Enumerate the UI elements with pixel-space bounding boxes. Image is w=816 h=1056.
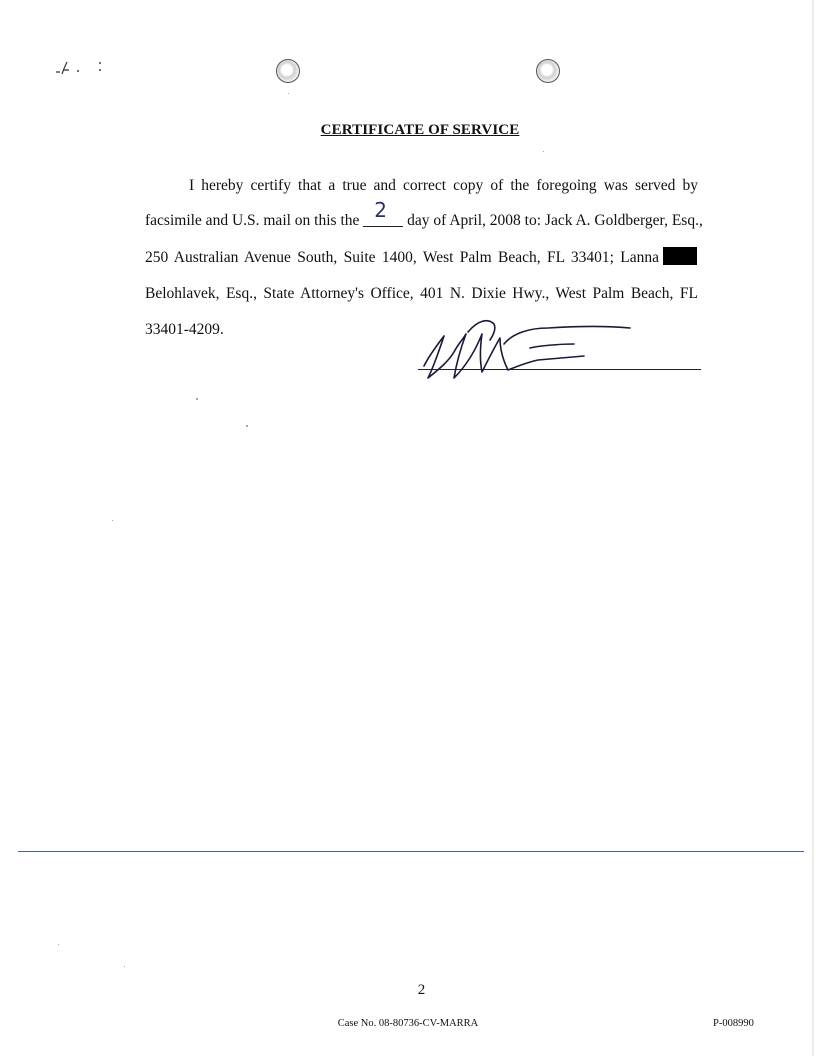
- scan-speck: [124, 966, 125, 967]
- punch-hole-left-icon: [276, 59, 300, 83]
- scan-speck: [58, 944, 59, 945]
- scan-speck: [288, 93, 289, 94]
- body-line-1: I hereby certify that a true and correct copy of the foregoing was served by: [189, 177, 698, 194]
- body-line-2-start: facsimile and U.S. mail on this the: [145, 212, 360, 229]
- body-line-2-end: day of April, 2008 to: Jack A. Goldberger, Esq.,: [407, 212, 703, 229]
- scan-mark: [54, 58, 106, 80]
- scan-speck: [246, 425, 248, 427]
- redaction-block: [663, 247, 697, 265]
- scan-speck: [112, 520, 113, 521]
- day-blank: [363, 198, 403, 227]
- page-number: 2: [417, 982, 426, 998]
- scan-speck: [196, 398, 198, 400]
- body-line-4: Belohlavek, Esq., State Attorney's Office, 401 N. Dixie Hwy., West Palm Beach, FL: [145, 285, 698, 302]
- certificate-title: CERTIFICATE OF SERVICE: [320, 122, 520, 138]
- bates-number: P-008990: [713, 1018, 754, 1029]
- body-line-2: [145, 198, 703, 231]
- handwritten-day: 2: [374, 198, 387, 222]
- scan-speck: [543, 151, 544, 152]
- body-line-3: [145, 247, 698, 268]
- signature-image: [408, 314, 638, 386]
- punch-hole-right-icon: [536, 59, 560, 83]
- body-line-3-text: 250 Australian Avenue South, Suite 1400, West Palm Beach, FL 33401; Lanna: [145, 249, 659, 266]
- body-line-5: 33401-4209.: [145, 321, 224, 338]
- horizontal-rule: [18, 851, 804, 852]
- scan-edge: [812, 0, 814, 1056]
- case-number: Case No. 08-80736-CV-MARRA: [337, 1018, 479, 1029]
